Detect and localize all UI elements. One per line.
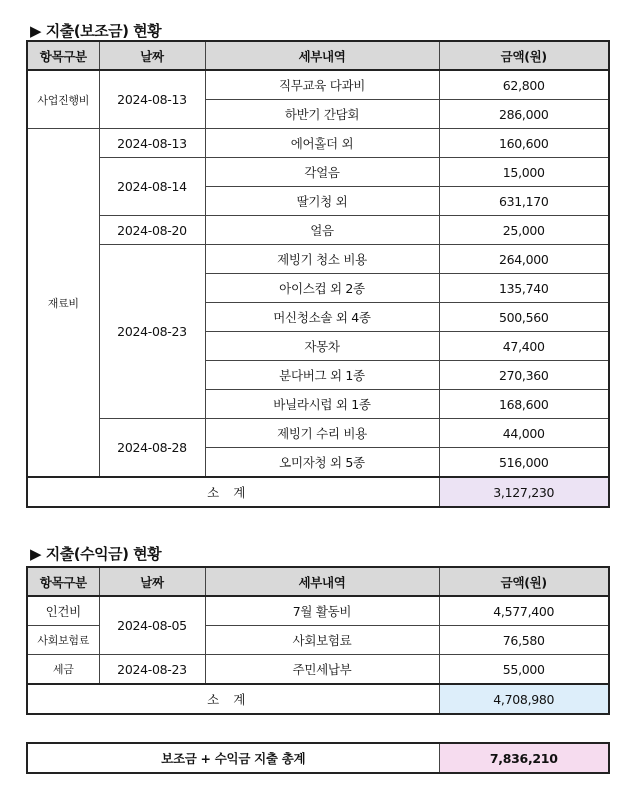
- amount-cell: 168,600: [439, 390, 609, 419]
- subtotal-amount: 3,127,230: [439, 477, 609, 507]
- table-row: [27, 216, 609, 245]
- table-row: [27, 70, 609, 100]
- detail-cell: 자몽차: [205, 332, 439, 361]
- amount-cell: 55,000: [439, 655, 609, 685]
- table-row: [27, 158, 609, 187]
- header-amount: 금액(원): [439, 41, 609, 70]
- category-cell: 사회보험료: [27, 626, 99, 655]
- detail-cell: 주민세납부: [205, 655, 439, 685]
- table-header-row: [27, 41, 609, 70]
- header-date: 날짜: [99, 567, 205, 596]
- detail-cell: 아이스컵 외 2종: [205, 274, 439, 303]
- section2-title: ▶ 지출(수익금) 현황: [30, 545, 162, 563]
- category-cell: 사업진행비: [27, 70, 99, 129]
- subtotal-row: [27, 684, 609, 714]
- table-row: [27, 655, 609, 685]
- date-cell: 2024-08-14: [99, 158, 205, 216]
- amount-cell: 160,600: [439, 129, 609, 158]
- amount-cell: 25,000: [439, 216, 609, 245]
- date-cell: 2024-08-23: [99, 245, 205, 419]
- detail-cell: 하반기 간담회: [205, 100, 439, 129]
- detail-cell: 제빙기 수리 비용: [205, 419, 439, 448]
- category-cell: 재료비: [27, 129, 99, 478]
- subtotal-label: 소계: [27, 684, 439, 714]
- header-category: 항목구분: [27, 567, 99, 596]
- amount-cell: 4,577,400: [439, 596, 609, 626]
- grand-total-row: [27, 743, 609, 773]
- detail-cell: 오미자청 외 5종: [205, 448, 439, 478]
- subtotal-amount: 4,708,980: [439, 684, 609, 714]
- amount-cell: 264,000: [439, 245, 609, 274]
- header-detail: 세부내역: [205, 567, 439, 596]
- category-cell: 세금: [27, 655, 99, 685]
- table-header-row: [27, 567, 609, 596]
- date-cell: 2024-08-20: [99, 216, 205, 245]
- amount-cell: 44,000: [439, 419, 609, 448]
- date-cell: 2024-08-28: [99, 419, 205, 478]
- detail-cell: 제빙기 청소 비용: [205, 245, 439, 274]
- amount-cell: 631,170: [439, 187, 609, 216]
- header-category: 항목구분: [27, 41, 99, 70]
- table-row: [27, 245, 609, 274]
- table-row: [27, 419, 609, 448]
- detail-cell: 분다버그 외 1종: [205, 361, 439, 390]
- detail-cell: 얼음: [205, 216, 439, 245]
- amount-cell: 47,400: [439, 332, 609, 361]
- date-cell: 2024-08-13: [99, 129, 205, 158]
- subsidy-expense-table: [26, 40, 610, 508]
- detail-cell: 7월 활동비: [205, 596, 439, 626]
- detail-cell: 에어홀더 외: [205, 129, 439, 158]
- amount-cell: 286,000: [439, 100, 609, 129]
- amount-cell: 500,560: [439, 303, 609, 332]
- subtotal-row: [27, 477, 609, 507]
- table-row: [27, 129, 609, 158]
- header-date: 날짜: [99, 41, 205, 70]
- revenue-expense-table: [26, 566, 610, 715]
- detail-cell: 바닐라시럽 외 1종: [205, 390, 439, 419]
- amount-cell: 15,000: [439, 158, 609, 187]
- grand-total-amount: 7,836,210: [439, 743, 609, 773]
- detail-cell: 딸기청 외: [205, 187, 439, 216]
- amount-cell: 270,360: [439, 361, 609, 390]
- grand-total-table: [26, 742, 610, 774]
- amount-cell: 76,580: [439, 626, 609, 655]
- header-amount: 금액(원): [439, 567, 609, 596]
- grand-total-label: 보조금 + 수익금 지출 총계: [27, 743, 439, 773]
- detail-cell: 각얼음: [205, 158, 439, 187]
- amount-cell: 135,740: [439, 274, 609, 303]
- subtotal-label: 소계: [27, 477, 439, 507]
- detail-cell: 사회보험료: [205, 626, 439, 655]
- section1-title: ▶ 지출(보조금) 현황: [30, 22, 162, 40]
- detail-cell: 머신청소솔 외 4종: [205, 303, 439, 332]
- amount-cell: 62,800: [439, 70, 609, 100]
- detail-cell: 직무교육 다과비: [205, 70, 439, 100]
- date-cell: 2024-08-13: [99, 70, 205, 129]
- date-cell: 2024-08-05: [99, 596, 205, 655]
- category-cell: 인건비: [27, 596, 99, 626]
- date-cell: 2024-08-23: [99, 655, 205, 685]
- header-detail: 세부내역: [205, 41, 439, 70]
- table-row: [27, 596, 609, 626]
- amount-cell: 516,000: [439, 448, 609, 478]
